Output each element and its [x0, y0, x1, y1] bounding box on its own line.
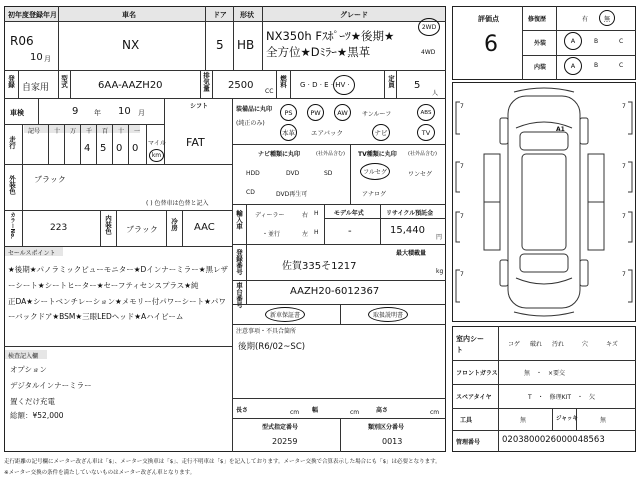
mileage-unit-mile: マイル: [148, 140, 166, 147]
navi-sub: (社外品含む): [316, 151, 345, 157]
inspection-year-unit: 年: [94, 109, 101, 117]
import-label: 輸入車: [235, 210, 243, 230]
interior-color: ブラック: [126, 225, 158, 234]
seat-item: 穴: [582, 341, 589, 348]
height-label: 高さ: [376, 407, 389, 414]
car-diagram: [452, 82, 636, 322]
sales-line: ーバックドア★BSM★三眼LEDヘッド★Aハイビーム: [8, 312, 184, 321]
new-warranty: 新車保証書: [265, 307, 305, 322]
fuel-selected: [333, 75, 355, 95]
reg-usage-label: 登録: [7, 75, 15, 88]
color-code-label: カラーNo.: [9, 212, 15, 239]
drive-4wd: 4WD: [421, 49, 436, 56]
equipment-sublabel: (純正のみ): [236, 120, 265, 127]
equipment-label: 装備品に丸印: [236, 106, 273, 113]
door-label: ドア: [213, 11, 227, 19]
mileage-digit: 0: [132, 143, 139, 154]
repair-label: 修復歴: [528, 16, 547, 23]
import-right-h: H: [314, 210, 319, 217]
length-unit: cm: [290, 409, 300, 416]
management-number: 0203800026000048563: [502, 435, 605, 445]
bracket-label: 7: [622, 213, 626, 220]
repair-yes: 有: [582, 16, 589, 23]
place-label: 万: [70, 128, 77, 135]
tools-label: 工具: [460, 417, 473, 424]
plate-number: 佐賀335そ1217: [282, 261, 357, 272]
inspector-line: 総額：¥52,000: [10, 411, 64, 420]
windshield-label: フロントガラス: [456, 370, 498, 377]
model-year: -: [348, 226, 352, 237]
exterior-note: ( ) 色替車は色替と記入: [146, 200, 209, 207]
bracket-label: 7: [460, 271, 464, 278]
place-label: 一: [134, 128, 141, 135]
usage: 自家用: [22, 83, 50, 93]
model-year-label: モデル年式: [334, 210, 364, 217]
inspection-label: 車検: [10, 109, 24, 117]
inspector-label: 検査記入欄: [8, 353, 39, 360]
damage-mark: A1: [556, 126, 565, 133]
recycle-fee: 15,440: [390, 225, 425, 236]
shift-value: FAT: [186, 136, 205, 149]
drive-2wd: 2WD: [418, 18, 440, 36]
mileage-digit: 5: [100, 143, 107, 154]
windshield-value: 無 ・ ×要交: [524, 370, 566, 377]
fuel-options: G · D · E · HV ·: [300, 81, 350, 89]
navi-label: ナビ種類に丸印: [258, 151, 301, 158]
place-label: 十: [54, 128, 61, 135]
displacement: 2500: [228, 80, 254, 91]
inspector-line: オプション: [10, 365, 47, 374]
recycle-label: リサイクル預託金: [386, 210, 434, 217]
navi-cd: CD: [246, 189, 255, 196]
import-dealer: ディーラー: [255, 212, 285, 219]
sales-points-label: セールスポイント: [8, 250, 56, 257]
place-label: 千: [86, 128, 93, 135]
model-code: 6AA-AAZH20: [98, 80, 163, 91]
interior-color-label: 内装色: [104, 215, 112, 235]
width-label: 幅: [312, 407, 319, 414]
jack-value: 無: [600, 417, 607, 424]
max-load-unit: kg: [436, 268, 444, 275]
tools-value: 無: [520, 417, 527, 424]
seat-item: 破れ: [530, 341, 543, 348]
import-left-h: H: [314, 229, 319, 236]
mileage-digit: 4: [84, 143, 91, 154]
footer-note-2: ※メーター交換の条件を満たしていないものはメーター改ざん車となります。: [4, 470, 196, 476]
bracket-label: 7: [622, 163, 626, 170]
navi-hdd: HDD: [246, 170, 260, 177]
capacity-unit: 人: [432, 90, 439, 97]
type-designation: 20259: [272, 437, 298, 446]
exterior-grade-a: A: [564, 32, 582, 50]
seat-label: 室内シート: [456, 335, 484, 354]
bracket-label: 7: [460, 213, 464, 220]
class-number: 0013: [382, 437, 403, 446]
import-parallel: ・並行: [262, 231, 281, 238]
rating-label: 評価点: [478, 15, 499, 23]
length-label: 長さ: [236, 407, 249, 414]
repair-no: 無: [599, 10, 615, 26]
grade-line-1: NX350h Fｽﾎﾟｰﾂ★後期★: [266, 29, 395, 43]
exterior-rating-label: 外装: [534, 40, 547, 47]
footer-note-1: 走行距離の記号欄にメーター改ざん車は「$」、メーター交換車は「$」、走行不明車は「$」を記入しております。メーター交換で合算表示した場合にも「$」は必要となります。: [4, 459, 441, 465]
fuel-label: 燃料: [279, 75, 287, 88]
equip-aw: AW: [334, 104, 351, 121]
exterior-label: 外装色: [8, 175, 16, 195]
exterior-color: ブラック: [34, 175, 66, 184]
shape-label: 形状: [240, 11, 254, 19]
equip-abs: ABS: [417, 104, 435, 121]
tv-fullseg: フルセグ: [360, 163, 390, 180]
management-label: 管理番号: [456, 439, 481, 446]
inspection-year: 9: [72, 106, 79, 117]
sales-line: ーシート★シートヒーター★セーフティセンスプラス★純: [8, 281, 199, 290]
reg-month-unit: 月: [44, 55, 51, 63]
bracket-label: 7: [622, 103, 626, 110]
ac-label: 冷房: [170, 218, 178, 231]
grade-label: グレード: [340, 11, 368, 19]
place-label: 十: [118, 128, 125, 135]
capacity: 5: [414, 80, 421, 91]
spare-tire-label: スペアタイヤ: [456, 394, 492, 401]
seat-item: キズ: [606, 341, 618, 348]
sales-line: ★後期★パノラミックビューモニター★Dインナーミラー★黒レザ: [8, 265, 229, 274]
interior-rating-label: 内装: [534, 64, 547, 71]
equip-navi: ナビ: [372, 124, 390, 141]
tv-label: TV種類に丸印: [358, 151, 397, 158]
tv-oneseg: ワンセグ: [408, 171, 433, 178]
ac-value: AAC: [194, 222, 215, 233]
body-shape: HB: [237, 38, 255, 52]
notes-label: 注意事項・不具合箇所: [236, 328, 297, 335]
equip-sunroof: サンルーフ: [362, 111, 392, 118]
equip-airbag: エアバック: [311, 129, 343, 137]
model-label: 型式: [60, 75, 68, 88]
grade-line-2: 全方位★Dﾐﾗｰ★黒革: [266, 45, 371, 59]
color-code: 223: [50, 223, 68, 233]
reg-year: R06: [10, 34, 34, 48]
navi-dvd: DVD: [286, 170, 300, 177]
equip-tv: TV: [417, 124, 435, 141]
navi-sd: SD: [324, 170, 333, 177]
owner-manual: 取扱説明書: [368, 307, 408, 322]
exterior-grade-c: C: [619, 38, 624, 45]
reg-month: 10: [30, 52, 43, 63]
navi-dvd-play: DVD再生可: [276, 191, 308, 198]
inspector-line: 置くだけ充電: [10, 397, 55, 406]
spare-tire-value: T ・ 修理KIT ・ 欠: [528, 394, 596, 401]
type-designation-label: 型式指定番号: [262, 424, 299, 431]
max-load-label: 最大積載量: [396, 250, 427, 257]
mileage-code-label: 記号: [28, 128, 41, 135]
seat-item: 汚れ: [552, 341, 565, 348]
displacement-label: 排気量: [202, 72, 210, 92]
equip-pw: PW: [307, 104, 324, 121]
equip-leather: 本革: [280, 124, 297, 141]
car-name: NX: [122, 38, 140, 52]
jack-label: ジャッキ: [556, 416, 578, 422]
notes-value: 後期(R6/02~SC): [238, 342, 306, 352]
inspection-month: 10: [118, 106, 131, 117]
class-number-label: 類別区分番号: [368, 424, 405, 431]
rating-score: 6: [484, 32, 498, 57]
exterior-grade-b: B: [594, 38, 599, 45]
recycle-yen: 円: [436, 234, 443, 241]
mileage-unit-km: km: [149, 149, 164, 162]
mileage-label: 走行: [8, 136, 16, 149]
reg-year-label: 初年度登録年月: [8, 11, 57, 19]
bracket-label: 7: [460, 163, 464, 170]
interior-grade-c: C: [619, 62, 624, 69]
chassis-label: 車台番号: [235, 282, 243, 308]
width-unit: cm: [350, 409, 360, 416]
import-left: 左: [302, 231, 309, 238]
inspector-line: デジタルインナーミラー: [10, 381, 92, 390]
inspection-month-unit: 月: [138, 109, 145, 117]
shift-label: シフト: [190, 103, 209, 110]
equip-ps: PS: [280, 104, 297, 121]
height-unit: cm: [430, 409, 440, 416]
cc-unit: CC: [265, 88, 274, 95]
chassis-number: AAZH20-6012367: [290, 286, 380, 297]
plate-label: 登録番号: [235, 249, 243, 275]
interior-grade-a: A: [564, 57, 582, 75]
car-name-label: 車名: [122, 11, 136, 19]
bracket-label: 7: [460, 103, 464, 110]
sales-line: 正DA★シートベンチレーション★メモリー付パワーシート★パワ: [8, 297, 226, 306]
place-label: 百: [102, 128, 109, 135]
import-right: 右: [302, 212, 309, 219]
tv-sub: (社外品含む): [408, 151, 437, 157]
bracket-label: 7: [622, 271, 626, 278]
interior-grade-b: B: [594, 62, 599, 69]
seat-item: コゲ: [508, 341, 521, 348]
mileage-digit: 0: [116, 143, 123, 154]
door-count: 5: [216, 38, 224, 52]
tv-analog: アナログ: [362, 191, 387, 198]
capacity-label: 定員: [387, 75, 395, 88]
